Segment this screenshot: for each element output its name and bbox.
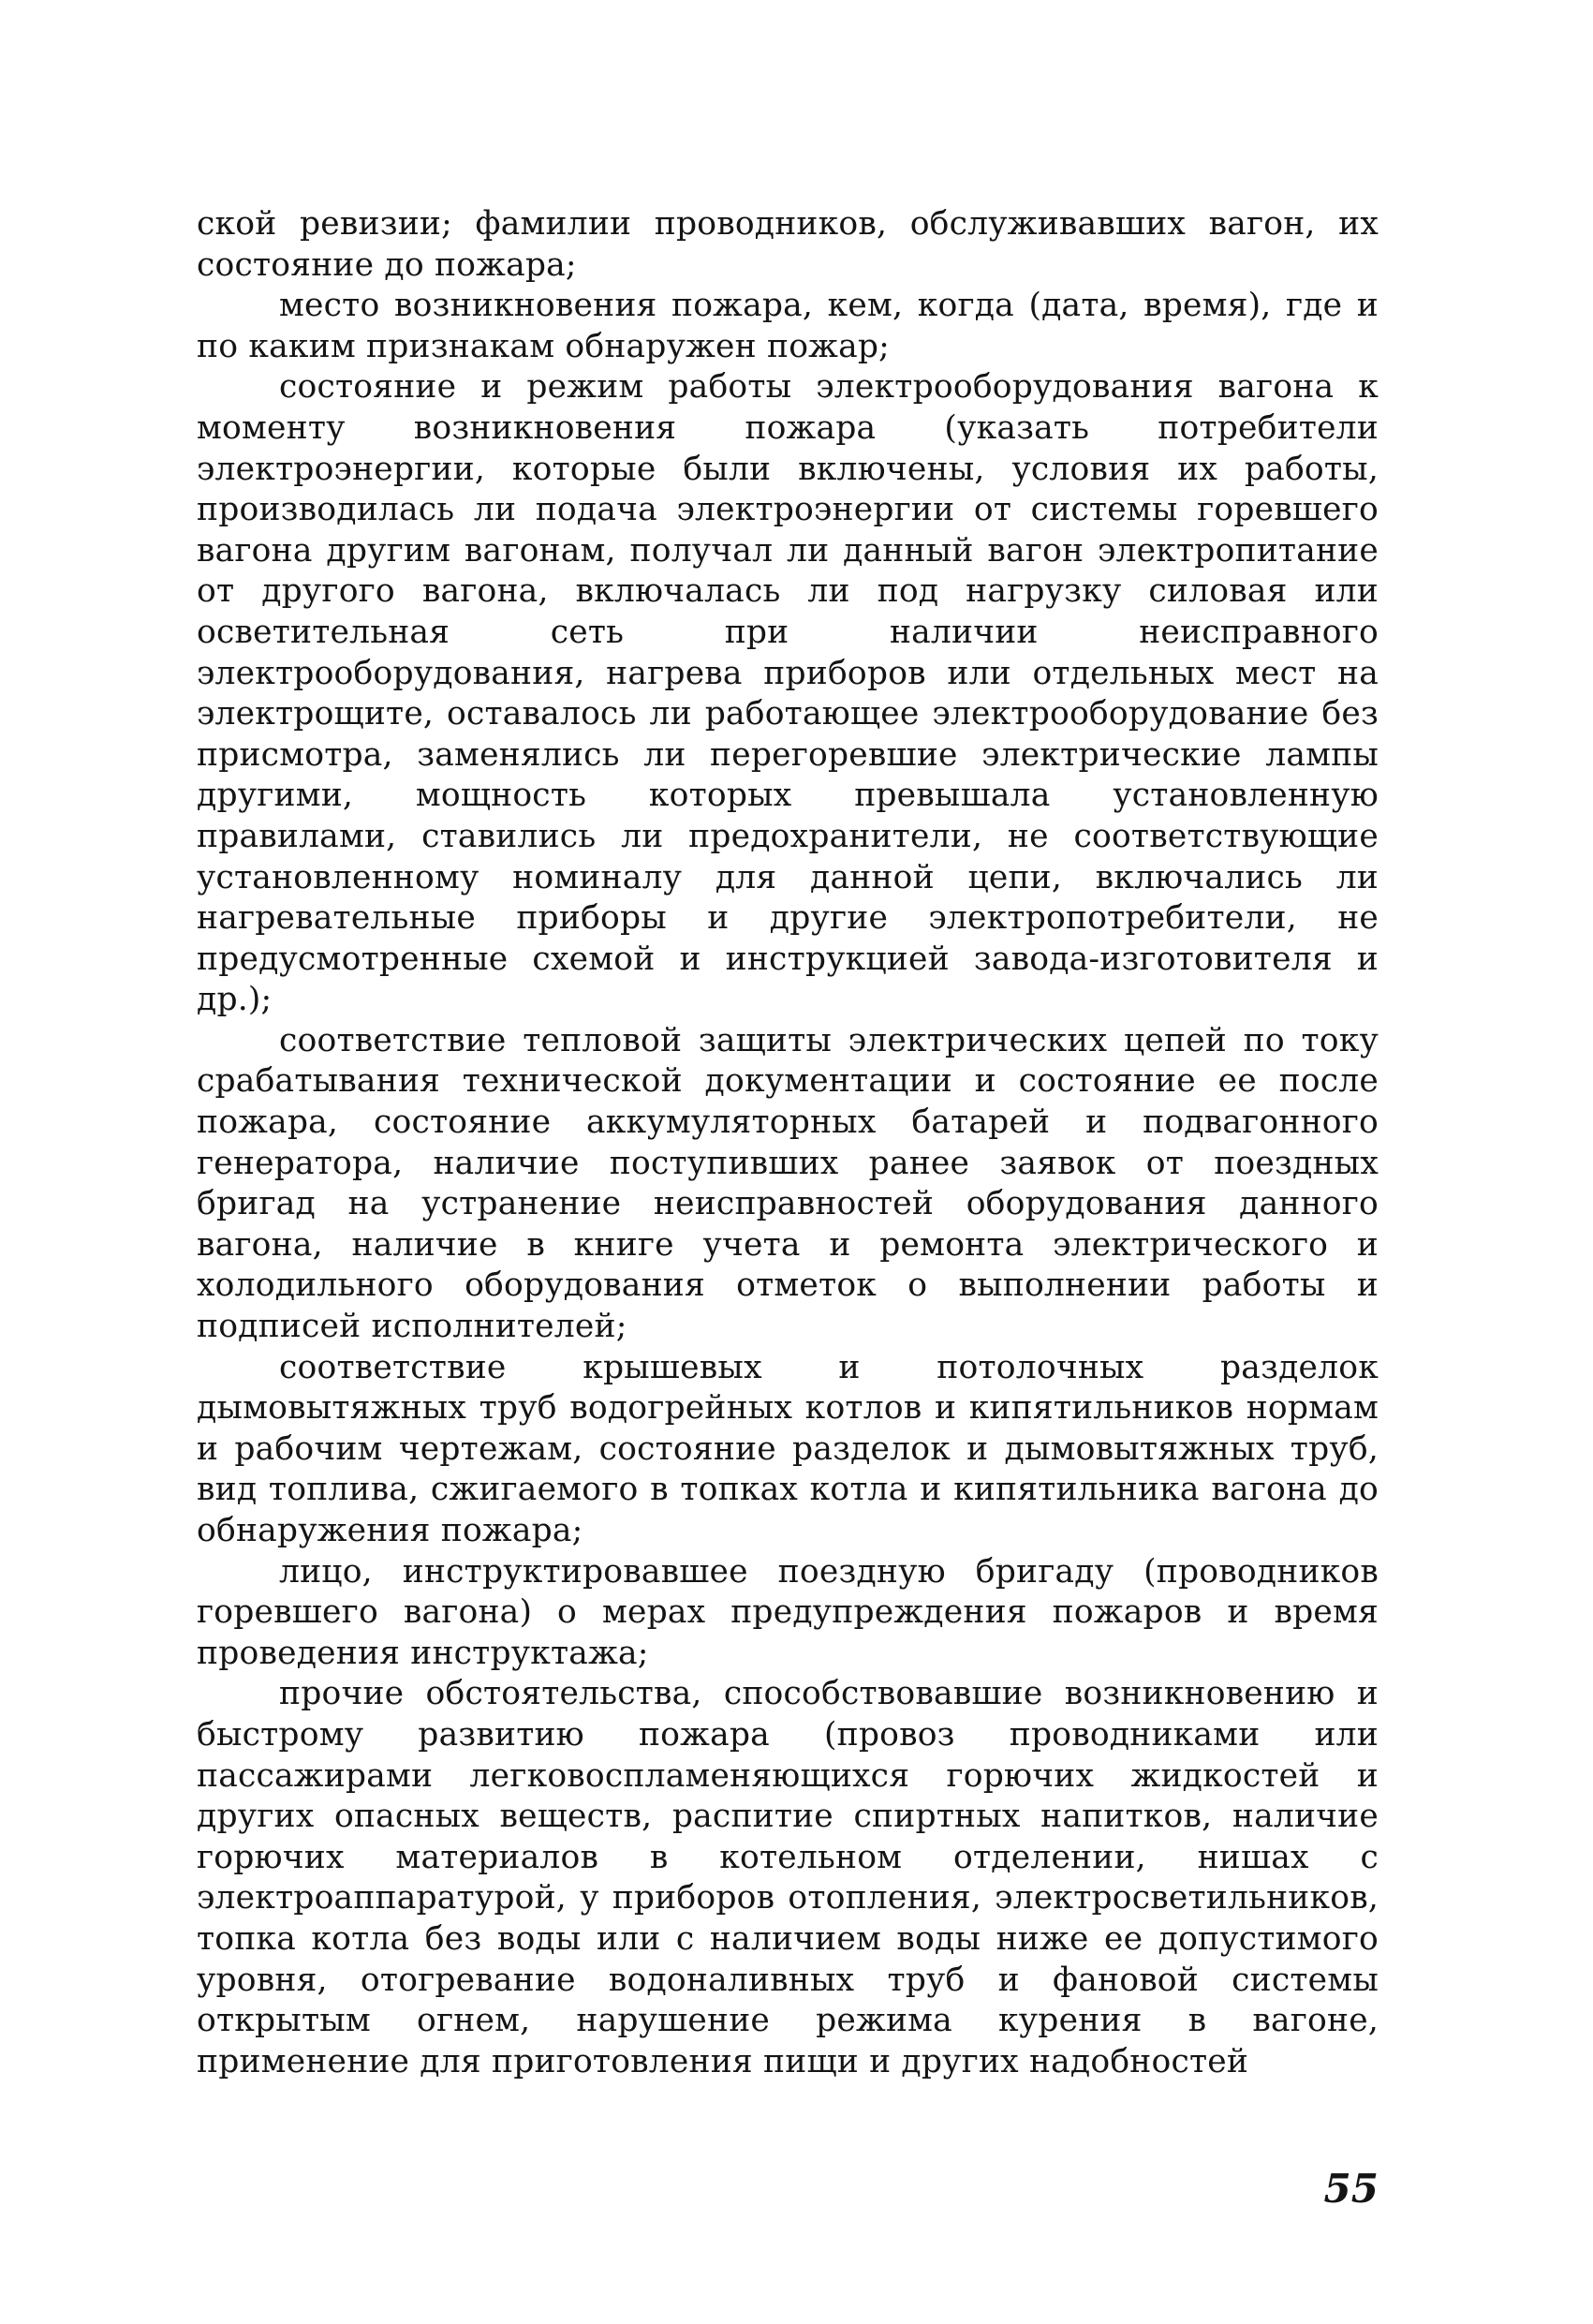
page-text-body [197,204,1379,2082]
paragraph-thermal-protection: соответствие тепловой защиты электрических цепей по току срабатывания технической документации и состояние ее после пожара, состояние аккумуляторных батарей и подвагонного генератора, наличие поступивших ранее заявок от поездных бригад на устранение неисправностей оборудования данного вагона, наличие в книге учета и ремонта электрического и холодильного оборудования отметок о выполнении работы и подписей исполнителей; [197,1021,1379,1346]
paragraph-chimney-cuts: соответствие крышевых и потолочных разделок дымовытяжных труб водогрейных котлов и кипятильников нормам и рабочим чертежам, состояние разделок и дымовытяжных труб, вид топлива, сжигаемого в топках котла и кипятильника вагона до обнаружения пожара; [197,1348,1379,1549]
paragraph-fire-location: место возникновения пожара, кем, когда (дата, время), где и по каким признакам обнаружен пожар; [197,287,1379,365]
page-number: 55 [1323,2166,1379,2212]
paragraph-continuation: ской ревизии; фамилии проводников, обслуживавших вагон, их состояние до пожара; [197,205,1379,284]
paragraph-other-circumstances: прочие обстоятельства, способствовавшие возникновению и быстрому развитию пожара (провоз проводниками или пассажирами легковоспламеняющихся горючих жидкостей и других опасных веществ, распитие спиртных напитков, наличие горючих материалов в котельном отделении, нишах с электроаппаратурой, у приборов отопления, электросветильников, топка котла без воды или с наличием воды ниже ее допустимого уровня, отогревание водоналивных труб и фановой системы открытым огнем, нарушение режима курения в вагоне, применение для приготовления пищи и других надобностей [197,1675,1379,2080]
paragraph-electrical-equipment: состояние и режим работы электрооборудования вагона к моменту возникновения пожара (указать потребители электроэнергии, которые были включены, условия их работы, производилась ли подача электроэнергии от системы горевшего вагона другим вагонам, получал ли данный вагон электропитание от другого вагона, включалась ли под нагрузку силовая или осветительная сеть при наличии неисправного электрооборудования, нагрева приборов или отдельных мест на электрощите, оставалось ли работающее электрооборудование без присмотра, заменялись ли перегоревшие электрические лампы другими, мощность которых превышала установленную правилами, ставились ли предохранители, не соответствующие установленному номиналу для данной цепи, включались ли нагревательные приборы и другие электропотребители, не предусмотренные схемой и инструкцией завода-изготовителя и др.); [197,368,1379,1019]
paragraph-briefing: лицо, инструктировавшее поездную бригаду (проводников горевшего вагона) о мерах предупреждения пожаров и время проведения инструктажа; [197,1552,1379,1672]
